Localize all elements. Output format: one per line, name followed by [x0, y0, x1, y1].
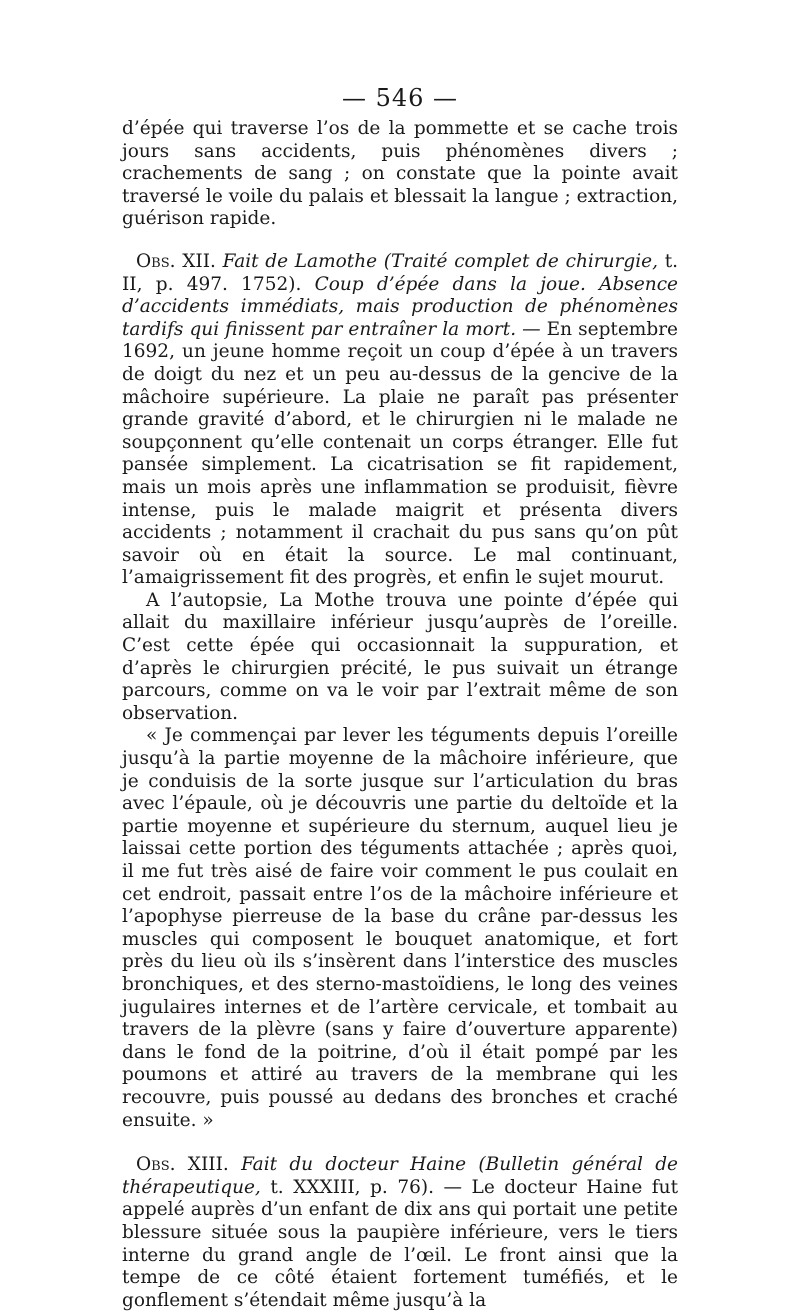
- obs-12-body: — En septembre 1692, un jeune homme reçoit un coup d’épée à un travers de doigt du nez et un peu au-dessus de la gencive de la mâchoire supérieure. La plaie ne paraît pas présenter grande gravité d’abord, et le chirurgien ni le malade ne soupçonnent qu’elle contenait un corps étranger. Elle fut pansée simplement. La cicatrisation se fit rapidement, mais un mois après une inflammation se produisit, fièvre intense, puis le malade maigrit et présenta divers accidents ; notamment il crachait du pus sans qu’on pût savoir où en était la source. Le mal continuant, l’amaigrissement fit des progrès, et enfin le sujet mourut.: [122, 318, 678, 589]
- obs-13-body: — Le docteur Haine fut appelé auprès d’un enfant de dix ans qui portait une petite blessure située sous la paupière inférieure, vers le tiers interne du grand angle de l’œil. Le front ainsi que la tempe de ce côté étaient fortement tuméfiés, et le gonflement s’étendait même jusqu’à la: [122, 1176, 678, 1311]
- observation-12: [122, 251, 678, 590]
- observation-13: [122, 1154, 678, 1312]
- obs-13-ref: t. XXXIII, p. 76).: [270, 1176, 434, 1198]
- obs-12-title: Fait de Lamothe (Traité complet de chirurgie,: [222, 250, 658, 272]
- paragraph-continuation: d’épée qui traverse l’os de la pommette et se cache trois jours sans accidents, puis phénomènes divers ; crachements de sang ; on constate que la pointe avait traversé le voile du palais et blessait la langue ; extraction, guérison rapide.: [122, 118, 678, 230]
- obs-12-subtitle: Coup d’épée dans la joue. Absence d’accidents immédiats, mais production de phénomènes tardifs qui finissent par entraîner la mort.: [122, 273, 679, 340]
- obs-12-ref: t. II, p. 497. 1752).: [122, 250, 679, 295]
- obs-12-label: Obs. XII.: [136, 250, 216, 272]
- obs-13-label: Obs. XIII.: [136, 1154, 229, 1176]
- page-body: [122, 118, 678, 1312]
- paragraph-autopsy: A l’autopsie, La Mothe trouva une pointe d’épée qui allait du maxillaire inférieur jusqu’auprès de l’oreille. C’est cette épée qui occasionnait la suppuration, et d’après le chirurgien précité, le pus suivait un étrange parcours, comme on va le voir par l’extrait même de son observation.: [122, 589, 678, 724]
- paragraph-quotation: « Je commençai par lever les téguments depuis l’oreille jusqu’à la partie moyenne de la mâchoire inférieure, que je conduisis de la sorte jusque sur l’articulation du bras avec l’épaule, où je découvris une partie du deltoïde et la partie moyenne et supérieure du sternum, auquel lieu je laissai cette portion des téguments attachée ; après quoi, il me fut très aisé de faire voir comment le pus coulait en cet endroit, passait entre l’os de la mâchoire inférieure et l’apophyse pierreuse de la base du crâne par-dessus les muscles qui composent le bouquet anatomique, et fort près du lieu où ils s’insèrent dans l’interstice des muscles bronchiques, et des sterno-mastoïdiens, le long des veines jugulaires internes et de l’artère cervicale, et tombait au travers de la plèvre (sans y faire d’ouverture apparente) dans le fond de la poitrine, d’où il était pompé par les poumons et attiré au travers de la membrane qui les recouvre, puis poussé au dedans des bronches et craché ensuite. »: [122, 725, 678, 1131]
- page-number: — 546 —: [341, 84, 459, 112]
- obs-13-title: Fait du docteur Haine (Bulletin général de thérapeutique,: [122, 1154, 678, 1198]
